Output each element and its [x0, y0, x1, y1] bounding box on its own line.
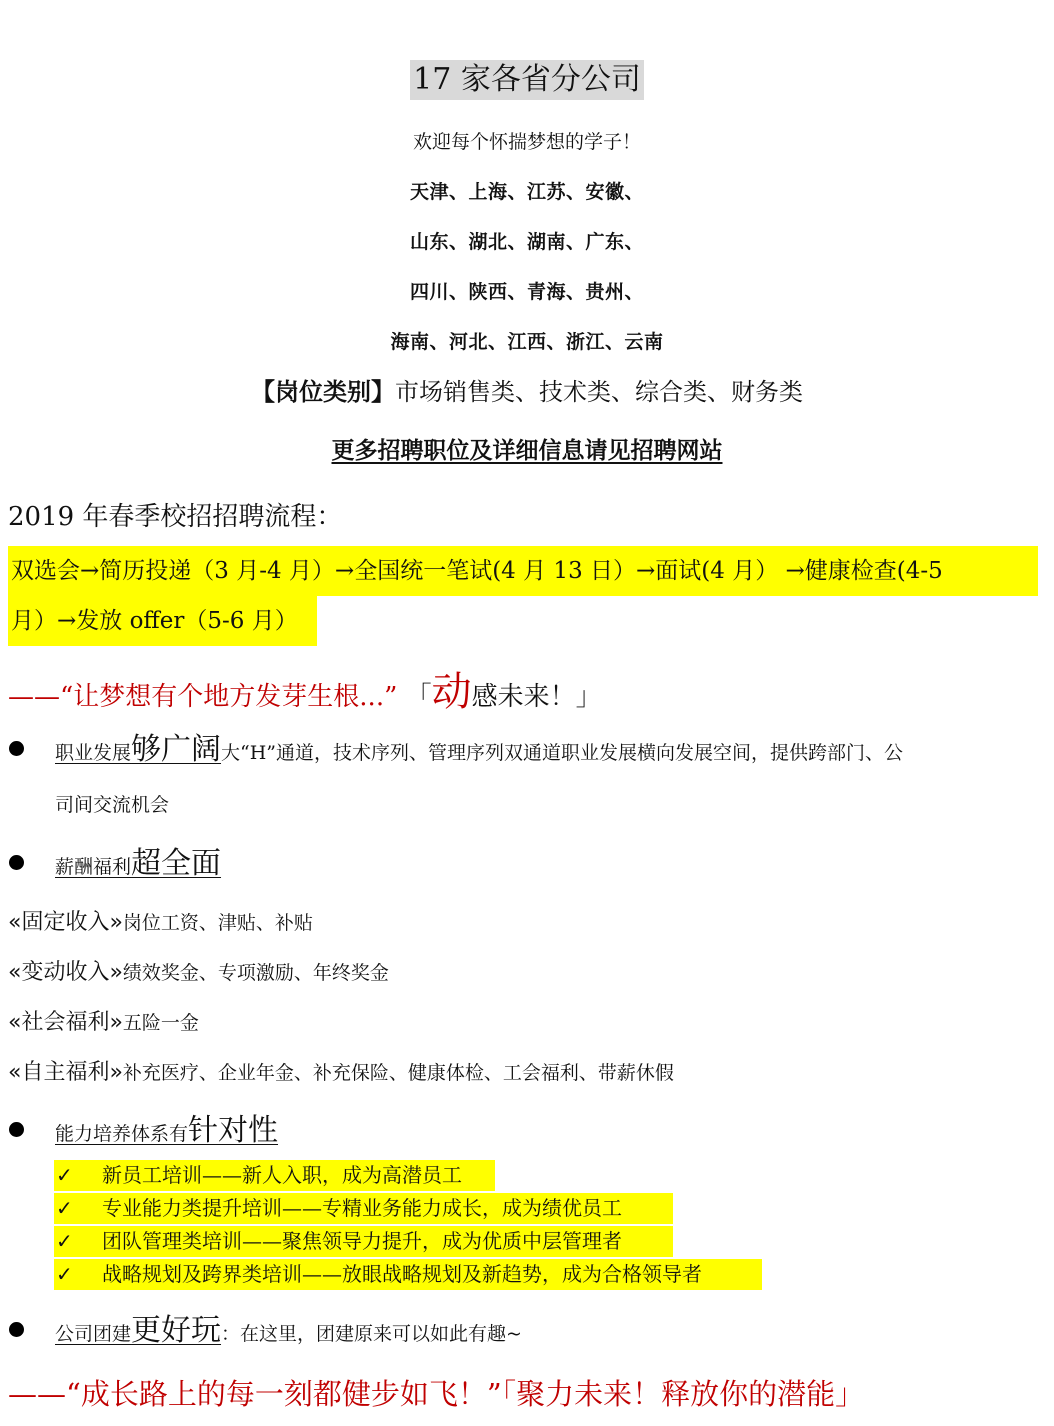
career-desc: 大“H”通道，技术序列、管理序列双通道职业发展横向发展空间，提供跨部门、公 [221, 742, 904, 764]
province-line-3: 四川、陕西、青海、贵州、 [409, 281, 644, 303]
benefit-text: 绩效奖金、专项激励、年终奖金 [122, 962, 389, 984]
benefit-head: «变动收入» [8, 960, 123, 985]
province-line-4: 海南、河北、江西、浙江、云南 [390, 331, 664, 353]
teambuild-big: 更好玩 [131, 1313, 222, 1348]
more-info-row [0, 432, 1054, 465]
more-info-link[interactable]: 更多招聘职位及详细信息请见招聘网站 [331, 438, 723, 464]
teambuild-label: 公司团建 [55, 1323, 132, 1345]
teambuild-line [55, 1305, 522, 1349]
training-big: 针对性 [188, 1113, 279, 1148]
training-item-text: 新员工培训——新人入职，成为高潜员工 [102, 1163, 462, 1187]
bullet-icon [9, 741, 24, 756]
final-slogan: ——“成长路上的每一刻都健步如飞！”「聚力未来！释放你的潜能」 [8, 1377, 865, 1411]
check-icon: ✓ [56, 1262, 73, 1286]
teambuild-heading [55, 1313, 222, 1348]
training-line [55, 1105, 278, 1149]
process-line-1: 双选会→简历投递（3 月-4 月）→全国统一笔试(4 月 13 日）→面试(4 月） →健康检查(4-5 [8, 546, 1038, 596]
benefit-text: 岗位工资、津贴、补贴 [122, 912, 313, 934]
career-desc-2: 司间交流机会 [55, 794, 170, 816]
slogan-rest: 感未来！」 [471, 682, 602, 712]
position-categories [0, 372, 1054, 407]
benefit-item [8, 1005, 199, 1036]
check-icon: ✓ [56, 1229, 73, 1253]
slogan-dong: 动 [431, 669, 472, 715]
benefit-text: 五险一金 [122, 1012, 199, 1034]
training-item-text: 专业能力类提升培训——专精业务能力成长，成为绩优员工 [102, 1196, 622, 1220]
salary-big: 超全面 [131, 846, 222, 881]
province-line-2: 山东、湖北、湖南、广东、 [409, 231, 644, 253]
career-heading [55, 732, 222, 767]
position-types: 市场销售类、技术类、综合类、财务类 [395, 378, 803, 406]
salary-label: 薪酬福利 [55, 856, 132, 878]
position-label: 【岗位类别】 [251, 377, 395, 406]
check-icon: ✓ [56, 1196, 73, 1220]
salary-line [55, 838, 221, 882]
benefit-head: «自主福利» [8, 1060, 123, 1085]
slogan-quote: ——“让梦想有个地方发芽生根...” [8, 682, 398, 712]
training-item [54, 1259, 762, 1290]
province-line-1: 天津、上海、江苏、安徽、 [409, 181, 644, 203]
bullet-icon [9, 1122, 24, 1137]
page-title: 17 家各省分公司 [410, 60, 644, 100]
training-item-text: 团队管理类培训——聚焦领导力提升，成为优质中层管理者 [102, 1229, 622, 1253]
bullet-icon [9, 855, 24, 870]
career-big: 够广阔 [131, 732, 222, 767]
benefit-head: «社会福利» [8, 1010, 123, 1035]
training-item [54, 1160, 495, 1191]
salary-heading [55, 846, 222, 881]
slogan-dream [8, 660, 602, 717]
benefit-item [8, 955, 389, 986]
training-label: 能力培养体系有 [55, 1123, 189, 1145]
bullet-icon [9, 1322, 24, 1337]
training-heading [55, 1113, 279, 1148]
benefit-item [8, 905, 313, 936]
process-title: 2019 年春季校招招聘流程： [8, 502, 343, 532]
welcome-text: 欢迎每个怀揣梦想的学子！ [412, 131, 641, 153]
training-item-text: 战略规划及跨界类培训——放眼战略规划及新趋势，成为合格领导者 [102, 1262, 702, 1286]
process-line-2: 月）→发放 offer（5-6 月） [8, 596, 317, 646]
training-item [54, 1226, 673, 1257]
slogan-bracket-open: 「 [405, 682, 432, 712]
career-label: 职业发展 [55, 742, 132, 764]
title-row [0, 60, 1054, 100]
benefit-item [8, 1055, 674, 1086]
teambuild-desc: ：在这里，团建原来可以如此有趣~ [221, 1323, 522, 1345]
check-icon: ✓ [56, 1163, 73, 1187]
benefit-head: «固定收入» [8, 910, 123, 935]
training-item [54, 1193, 673, 1224]
benefit-text: 补充医疗、企业年金、补充保险、健康体检、工会福利、带薪休假 [122, 1062, 674, 1084]
career-line [55, 724, 903, 768]
